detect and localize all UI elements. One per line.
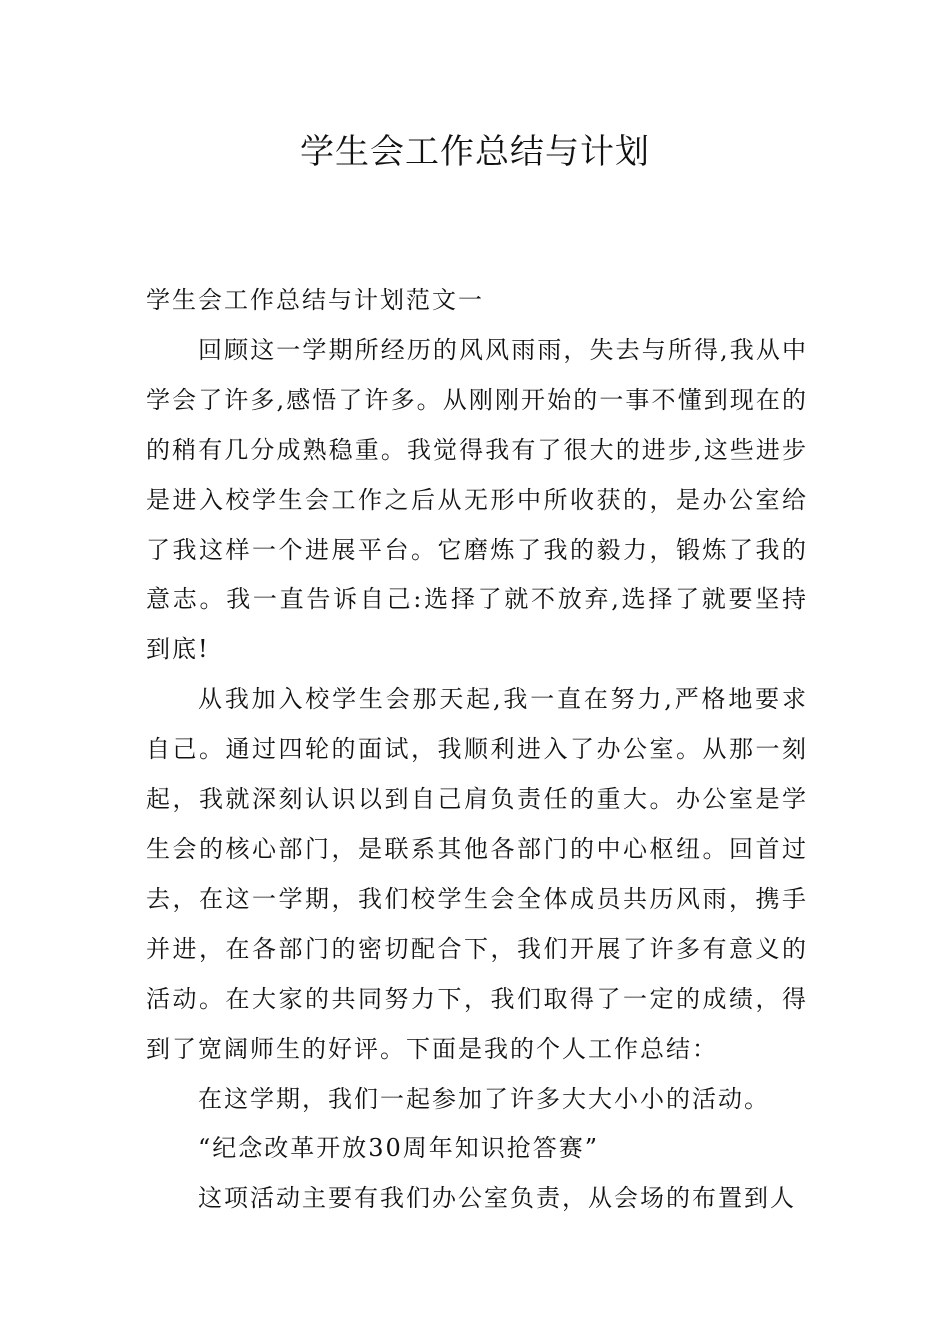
paragraph: 从我加入校学生会那天起,我一直在努力,严格地要求自己。通过四轮的面试，我顺利进入了办公室。从那一刻起，我就深刻认识以到自己肩负责任的重大。办公室是学生会的核心部门，是联系其他各部门的中心枢纽。回首过去，在这一学期，我们校学生会全体成员共历风雨，携手并进，在各部门的密切配合下，我们开展了许多有意义的活动。在大家的共同努力下，我们取得了一定的成绩，得到了宽阔师生的好评。下面是我的个人工作总结： <box>146 685 808 1063</box>
paragraph: “纪念改革开放30周年知识抢答赛” <box>198 1134 600 1163</box>
document-body <box>146 276 808 1224</box>
paragraph: 在这学期，我们一起参加了许多大大小小的活动。 <box>198 1084 770 1113</box>
document-title: 学生会工作总结与计划 <box>300 132 650 172</box>
section-heading: 学生会工作总结与计划范文一 <box>146 286 484 314</box>
paragraph: 回顾这一学期所经历的风风雨雨，失去与所得,我从中学会了许多,感悟了许多。从刚刚开始的一事不懂到现在的的稍有几分成熟稳重。我觉得我有了很大的进步,这些进步是进入校学生会工作之后从无形中所收获的，是办公室给了我这样一个进展平台。它磨炼了我的毅力，锻炼了我的意志。我一直告诉自己:选择了就不放弃,选择了就要坚持到底! <box>146 335 808 664</box>
paragraph: 这项活动主要有我们办公室负责，从会场的布置到人 <box>198 1184 796 1213</box>
